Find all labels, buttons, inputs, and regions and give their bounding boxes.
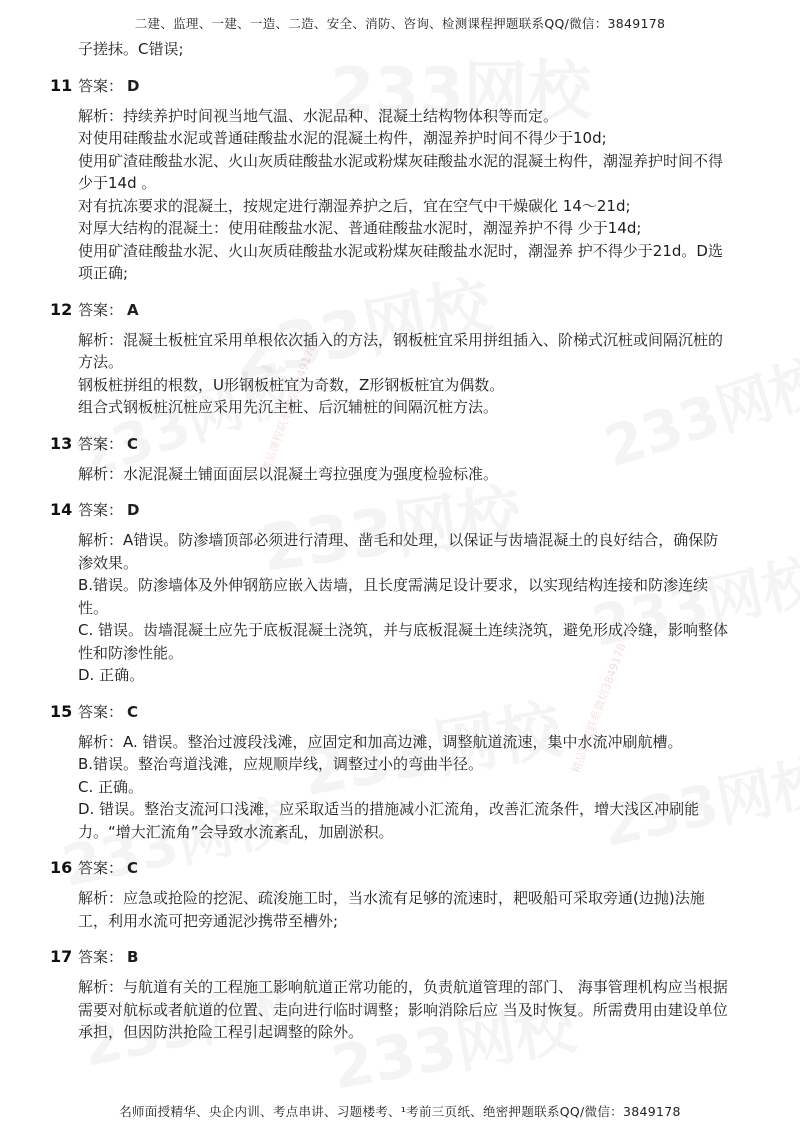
answer-header (50, 433, 728, 454)
footer-banner: 名师面授精华、央企内训、考点串讲、习题楼考、¹考前三页纸、绝密押题联系QQ/微信：3849178 (119, 1104, 681, 1119)
answer-header (50, 299, 728, 320)
explanation-paragraph: 钢板桩拼组的根数，U形钢板桩宜为奇数，Z形钢板桩宜为偶数。 (78, 375, 505, 394)
explanation-paragraph: 对有抗冻要求的混凝土，按规定进行潮湿养护之后，宜在空气中干燥碳化 14～21d; (78, 196, 631, 215)
answer-label: 答案： (78, 948, 124, 966)
watermark-contact: 精品课程联系微信3849178 (569, 641, 629, 775)
answer-line (78, 433, 138, 454)
answer-letter: B (127, 948, 139, 966)
answer-label: 答案： (78, 300, 124, 319)
answer-header (50, 499, 728, 520)
answer-header (50, 857, 728, 878)
answer-line (78, 857, 138, 878)
answer-item (50, 433, 728, 486)
answer-letter: C (127, 434, 139, 453)
answer-header (50, 75, 728, 96)
explanation-paragraph: 组合式钢板桩沉桩应采用先沉主桩、后沉辅桩的间隔沉桩方法。 (78, 398, 499, 416)
answer-label: 答案： (78, 859, 124, 877)
question-number: 17 (50, 947, 73, 966)
answer-letter: C (127, 859, 139, 877)
answer-label: 答案： (78, 76, 124, 95)
explanation-paragraph: 对厚大结构的混凝土：使用硅酸盐水泥、普通硅酸盐水泥时，潮湿养护不得 少于14d; (78, 219, 642, 237)
explanation-paragraph: C. 错误。齿墙混凝土应先于底板混凝土浇筑，并与底板混凝土连续浇筑，避免形成冷缝，影响整体性和防渗性能。 (78, 621, 729, 662)
explanation-paragraph: 解析：应急或抢险的挖泥、疏浚施工时，当水流有足够的流速时，耙吸船可采取旁通(边抛)法施工，利用水流可把旁通泥沙携带至槽外; (78, 889, 705, 930)
answer-line (78, 299, 139, 320)
answer-line (78, 701, 138, 722)
answer-line (78, 946, 138, 967)
watermark-contact: 精品课程联系微信3849178 (259, 341, 319, 475)
answer-item (50, 701, 728, 844)
answer-letter: D (127, 501, 140, 519)
answer-header (50, 946, 728, 967)
question-number: 14 (50, 500, 73, 519)
answer-letter: C (127, 702, 139, 721)
explanation-paragraph: B.错误。防渗墙体及外伸钢筋应嵌入齿墙，且长度需满足设计要求，以实现结构连接和防渗连续性。 (78, 576, 709, 617)
explanation-paragraph: D. 正确。 (78, 666, 145, 684)
explanation-paragraph: 解析：A. 错误。整治过渡段浅滩，应固定和加高边滩，调整航道流速，集中水流冲刷航槽。 (78, 732, 683, 751)
answer-letter: D (127, 76, 140, 95)
answer-letter: A (127, 300, 139, 319)
answer-label: 答案： (78, 434, 124, 453)
explanation-paragraph: 解析：混凝土板桩宜采用单根依次插入的方法，钢板桩宜采用拼组插入、阶梯式沉桩或间隔沉桩的方法。 (78, 330, 724, 371)
answer-item (50, 499, 729, 687)
document-body (50, 38, 729, 1044)
explanation-paragraph: 使用矿渣硅酸盐水泥、火山灰质硅酸盐水泥或粉煤灰硅酸盐水泥时，潮湿养 护不得少于21d。D选项正确; (78, 241, 723, 282)
answer-header (50, 701, 728, 722)
answer-item (50, 299, 728, 419)
answer-item (50, 946, 728, 1044)
explanation-paragraph: D. 错误。整治支流河口浅滩，应采取适当的措施减小汇流角，改善汇流条件，增大浅区冲刷能力。“增大汇流角”会导致水流紊乱，加剧淤积。 (78, 800, 700, 841)
question-number: 11 (50, 75, 73, 95)
answer-line (78, 499, 139, 520)
header-banner: 二建、监理、一建、一造、二造、安全、消防、咨询、检测课程押题联系QQ/微信：3849178 (134, 16, 666, 31)
question-number: 12 (50, 299, 73, 319)
question-number: 13 (50, 433, 73, 453)
answer-label: 答案： (78, 501, 124, 519)
question-number: 16 (50, 858, 73, 877)
explanation-paragraph: 使用矿渣硅酸盐水泥、火山灰质硅酸盐水泥或粉煤灰硅酸盐水泥的混凝土构件，潮湿养护时间不得 少于14d 。 (78, 151, 724, 192)
explanation-paragraph: C. 正确。 (78, 777, 144, 796)
answer-item (50, 857, 728, 932)
answer-line (78, 75, 139, 96)
explanation-paragraph: 解析：持续养护时间视当地气温、水泥品种、混凝土结构物体积等而定。 (78, 106, 559, 125)
explanation-paragraph: B.错误。整治弯道浅滩，应规顺岸线，调整过小的弯曲半径。 (78, 755, 484, 773)
question-list (50, 75, 729, 1044)
explanation-paragraph: 解析：水泥混凝土铺面面层以混凝土弯拉强度为强度检验标准。 (78, 464, 499, 483)
explanation-paragraph: 解析：A错误。防渗墙顶部必须进行清理、凿毛和处理，以保证与齿墙混凝土的良好结合，确保防渗效果。 (78, 531, 719, 572)
explanation-paragraph: 对使用硅酸盐水泥或普通硅酸盐水泥的混凝土构件，潮湿养护时间不得少于10d; (78, 129, 607, 147)
answer-item (50, 75, 728, 285)
answer-label: 答案： (78, 702, 124, 721)
intro-text: 子搓抹。C错误; (78, 40, 184, 58)
explanation-paragraph: 解析：与航道有关的工程施工影响航道正常功能的，负责航道管理的部门、 海事管理机构应当根据需要对航标或者航道的位置、走向进行临时调整；影响消除后应 当及时恢复。所需费用由建设单位承担，但因防洪抢险工程引起调整的除外。 (78, 978, 728, 1041)
question-number: 15 (50, 701, 73, 721)
